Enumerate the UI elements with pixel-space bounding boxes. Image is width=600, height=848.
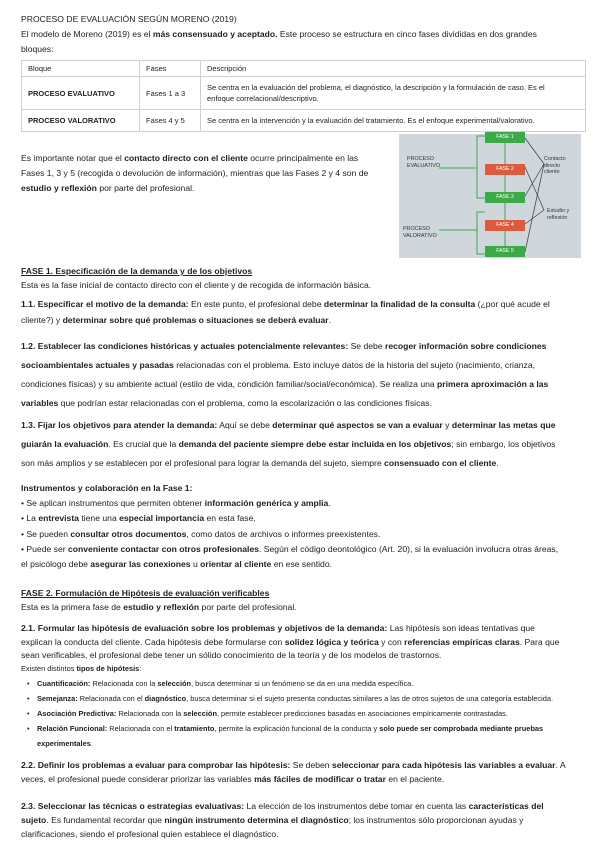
table-header-row xyxy=(22,61,586,77)
list-item: • Asociación Predictiva: Relacionada con la selección, permite establecer predicciones basadas en asociaciones empíricamente contrastadas. xyxy=(21,706,591,721)
diagram-label-valorativo: PROCESO VALORATIVO xyxy=(403,226,437,239)
diagram-phase-2: FASE 2 xyxy=(485,164,525,175)
table-row xyxy=(22,110,586,132)
table-cell-block: PROCESO EVALUATIVO xyxy=(22,77,140,110)
hypothesis-types xyxy=(21,662,591,751)
section-1-2: 1.2. Establecer las condiciones históricas y actuales potencialmente relevantes: Se debe recoger información sobre condiciones socioambientales actuales y pasadas relacionadas con el problema. Esto incluye datos de la historia del sujeto (nacimiento, crianza, condiciones físicas) y su ambiente actual (estilo de vida, condición familiar/social/económica). Se realiza una primera aproximación a las variables que podrían estar relacionadas con el problema, como la escolarización o las condiciones físicas. xyxy=(21,341,549,408)
table-cell-description: Se centra en la evaluación del problema, el diagnóstico, la descripción y la formulación de caso. Es el enfoque correlacional/descriptivo. xyxy=(201,77,586,110)
fase1-intro: Esta es la fase inicial de contacto directo con el cliente y de recogida de información básica. xyxy=(21,280,372,290)
intro-paragraph: El modelo de Moreno (2019) es el más consensuado y aceptado. Este proceso se estructura en cinco fases divididas en dos grandes bloques: xyxy=(21,29,537,54)
fase1-heading: FASE 1. Especificación de la demanda y de los objetivos xyxy=(21,266,253,276)
list-item: • Semejanza: Relacionada con el diagnóstico, busca determinar si el sujeto presenta conductas similares a las de otros sujetos de una categoría establecida. xyxy=(21,691,591,706)
diagram-label-contacto: Contacto directo cliente xyxy=(544,156,566,175)
section-1-3: 1.3. Fijar los objetivos para atender la demanda: Aquí se debe determinar qué aspectos se van a evaluar y determinar las metas que guiarán la evaluación. Es crucial que la demanda del paciente siempre debe estar incluida en los objetivos; sin embargo, los objetivos son más amplios y se establecen por el profesional para lograr la demanda del sujeto, siempre consensuado con el cliente. xyxy=(21,420,556,468)
bullet-item: • Se pueden consultar otros documentos, como datos de archivos o informes preexistentes. xyxy=(21,528,381,539)
phases-diagram xyxy=(399,134,581,258)
diagram-phase-1: FASE 1 xyxy=(485,132,525,143)
table-cell-block: PROCESO VALORATIVO xyxy=(22,110,140,132)
diagram-label-estudio: Estudio y reflexión xyxy=(547,208,570,221)
section-2-2: 2.2. Definir los problemas a evaluar para comprobar las hipótesis: Se deben seleccionar para cada hipótesis las variables a evaluar. A veces, el profesional puede considerar priorizar las variables más fáciles de modificar o tratar en el paciente. xyxy=(21,760,566,784)
section-2-1: 2.1. Formular las hipótesis de evaluación sobre los problemas y objetivos de la demanda: Las hipótesis son ideas tentativas que explican la conducta del cliente. Cada hipótesis debe formularse con solidez lógica y teórica y con referencias empíricas claras. Para que sean verificables, el profesional debe tener un sólido conocimiento de la teoría y de los modelos de trastornos. xyxy=(21,623,560,660)
phases-table xyxy=(21,60,586,132)
contact-note-paragraph: Es importante notar que el contacto directo con el cliente ocurre principalmente en las Fases 1, 3 y 5 (recogida o devolución de información), mientras que las Fases 2 y 4 son de estudio y reflexión por parte del profesional. xyxy=(21,153,369,193)
section-1-1: 1.1. Especificar el motivo de la demanda: En este punto, el profesional debe determinar la finalidad de la consulta (¿por qué acude el cliente?) y determinar sobre qué problemas o situaciones se deberá evaluar. xyxy=(21,299,550,325)
hypothesis-types-intro: Existen distintos tipos de hipótesis: xyxy=(21,664,142,673)
bullet-item: • Se aplican instrumentos que permiten obtener información genérica y amplia. xyxy=(21,498,331,509)
table-row xyxy=(22,77,586,110)
table-header: Bloque xyxy=(22,61,140,77)
diagram-phase-3: FASE 3 xyxy=(485,192,525,203)
instruments-heading: Instrumentos y colaboración en la Fase 1: xyxy=(21,483,193,493)
list-item: • Relación Funcional: Relacionada con el tratamiento, permite la explicación funcional de la conducta y solo puede ser comprobada mediante pruebas experimentales. xyxy=(21,721,591,751)
table-cell-phases: Fases 4 y 5 xyxy=(140,110,201,132)
diagram-phase-5: FASE 5 xyxy=(485,246,525,257)
fase1-instruments xyxy=(21,481,586,572)
bullet-item: • La entrevista tiene una especial importancia en esta fase. xyxy=(21,513,256,524)
list-item: • Cuantificación: Relacionada con la selección, busca determinar si un fenómeno se da en una medida específica. xyxy=(21,676,591,691)
bullet-item: • Puede ser conveniente contactar con otros profesionales. Según el código deontológico (Art. 20), si la evaluación involucra otras áreas, el psicólogo debe asegurar las conexiones u orientar al cliente en ese sentido. xyxy=(21,543,559,570)
section-2-3: 2.3. Seleccionar las técnicas o estrategias evaluativas: La elección de los instrumentos debe tomar en cuenta las características del sujeto. Es fundamental recordar que ningún instrumento determina el diagnóstico; los instrumentos sólo proporcionan ayudas y clarificaciones, siendo el profesional quien establece el diagnóstico. xyxy=(21,801,544,839)
fase2-heading: FASE 2. Formulación de Hipótesis de evaluación verificables xyxy=(21,588,270,598)
table-cell-phases: Fases 1 a 3 xyxy=(140,77,201,110)
diagram-label-evaluativo: PROCESO EVALUATIVO xyxy=(407,156,441,169)
table-cell-description: Se centra en la intervención y la evaluación del tratamiento. Es el enfoque experimental/valorativo. xyxy=(201,110,586,132)
page-title: PROCESO DE EVALUACIÓN SEGÚN MORENO (2019) xyxy=(21,14,237,24)
diagram-phase-4: FASE 4 xyxy=(485,220,525,231)
table-header: Descripción xyxy=(201,61,586,77)
fase2-intro: Esta es la primera fase de estudio y reflexión por parte del profesional. xyxy=(21,602,297,612)
table-header: Fases xyxy=(140,61,201,77)
